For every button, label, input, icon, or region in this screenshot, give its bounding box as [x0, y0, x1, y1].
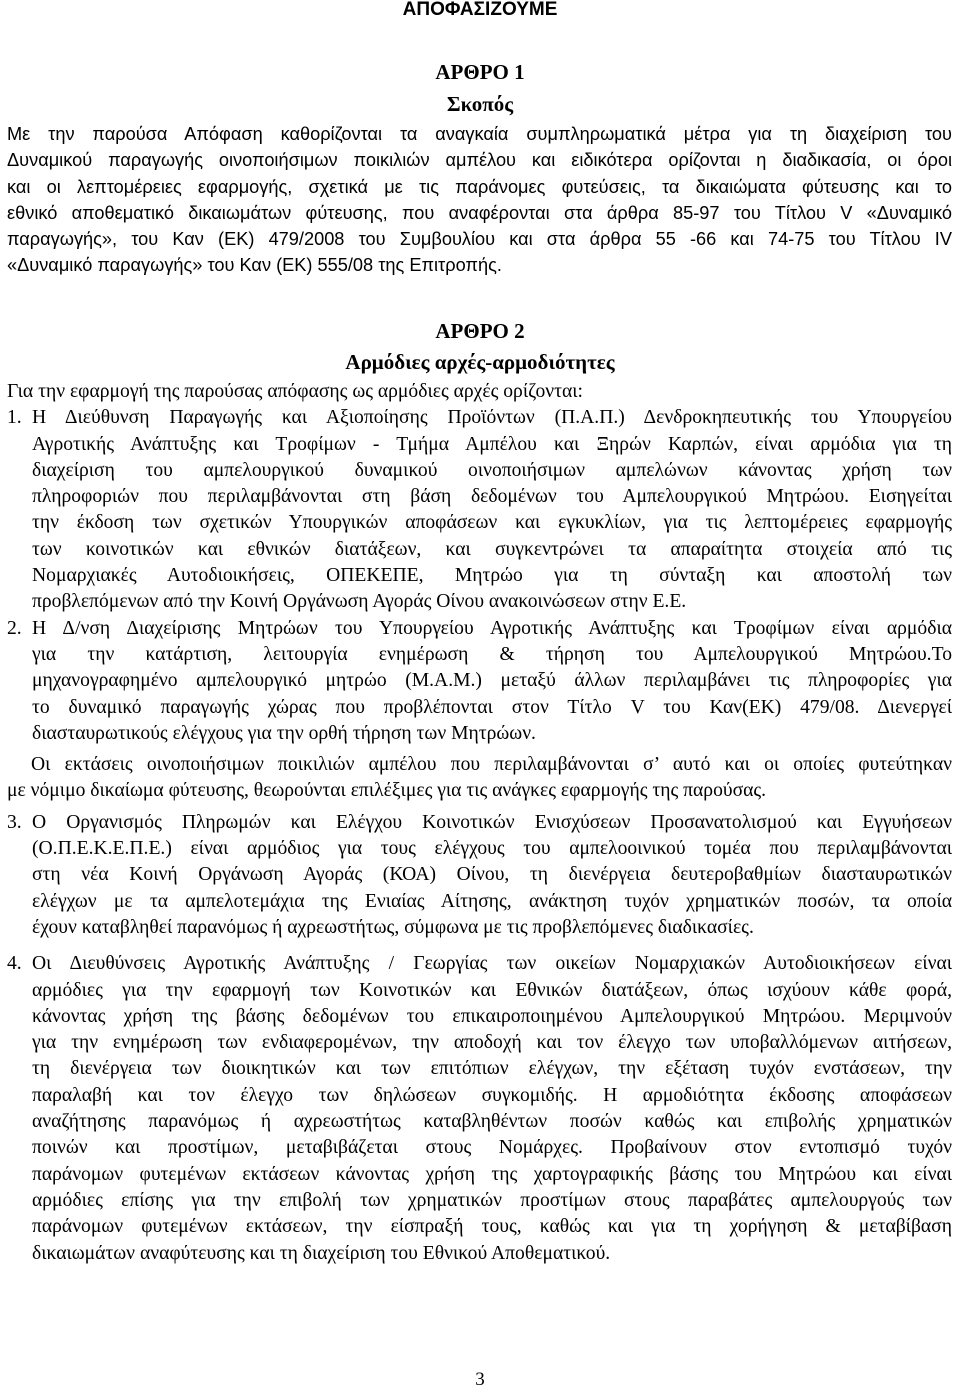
- text-line: για την ενημέρωση των ενδιαφερομένων, την αποδοχή και τον έλεγχο των υποβαλλόμενων αιτήσεων,: [32, 1032, 952, 1054]
- text-line: Ο Οργανισμός Πληρωμών και Ελέγχου Κοινοτικών Ενισχύσεων Προσανατολισμού και Εγγυήσεων: [32, 811, 952, 833]
- paragraph: [0, 752, 960, 805]
- list-item-2: [0, 616, 960, 747]
- article-2-intro: Για την εφαρμογή της παρούσας απόφασης ως αρμόδιες αρχές ορίζονται:: [7, 381, 583, 402]
- text-line: Αγροτικής Ανάπτυξης και Τροφίμων - Τμήμα Αμπέλου και Ξηρών Καρπών, είναι αρμόδια για τη: [32, 433, 952, 455]
- text-line: αναζήτησης παρανόμως ή αχρεωστήτως καταβληθέντων ποσών καθώς και επιβολής χρηματικών: [32, 1111, 952, 1133]
- text-line: διασταυρωτικούς ελέγχους για την ορθή τήρηση των Μητρώων.: [32, 722, 536, 744]
- list-item-1: [0, 405, 960, 615]
- text-line: δικαιωμάτων αναφύτευσης και τη διαχείριση του Εθνικού Αποθεματικού.: [32, 1242, 611, 1264]
- article-1-body: [0, 121, 960, 279]
- text-line: των κοινοτικών και εθνικών διατάξεων, και συγκεντρώνει τα απαραίτητα στοιχεία από τις: [32, 538, 952, 560]
- article-1-subheading: Σκοπός: [446, 92, 514, 116]
- text-line: για την κατάρτιση, λειτουργία ενημέρωση & τήρηση του Αμπελουργικού Μητρώου.Το: [32, 643, 952, 665]
- list-item-3: [0, 810, 960, 941]
- text-line: παράνομων φυτεμένων εκτάσεων, την είσπραξή τους, καθώς και για τη χορήγηση & μεταβίβαση: [32, 1216, 952, 1238]
- text-line: στη νέα Κοινή Οργάνωση Αγοράς (ΚΟΑ) Οίνου, τη διενέργεια δευτεροβαθμίων διασταυρωτικών: [32, 864, 952, 886]
- article-2-body: [0, 379, 960, 1267]
- text-line: (Ο.Π.Ε.Κ.Ε.Π.Ε.) είναι αρμόδιος για τους ελέγχους του αμπελοοινικού τομέα που περιλαμβάνονται: [32, 838, 952, 860]
- text-line: Οι εκτάσεις οινοποιήσιμων ποικιλιών αμπέλου που περιλαμβάνονται σ’ αυτό και οι οποίες φυτεύτηκαν: [31, 754, 952, 776]
- list-number: 3.: [7, 811, 22, 833]
- text-line: Η Δ/νση Διαχείρισης Μητρώων του Υπουργείου Αγροτικής Ανάπτυξης και Τροφίμων είναι αρμόδια: [32, 617, 952, 639]
- text-line: αρμόδιες επίσης για την επιβολή των χρηματικών προστίμων στους παραβάτες αμπελουργούς των: [32, 1189, 952, 1211]
- text-line: προβλεπόμενων από την Κοινή Οργάνωση Αγοράς Οίνου ανακοινώσεων στην Ε.Ε.: [32, 591, 687, 613]
- text-line: παράνομων φυτεμένων εκτάσεων κάνοντας χρήση της χαρτογραφικής βάσης του Μητρώου και είναι: [32, 1163, 952, 1185]
- text-line: ποινών και προστίμων, μεταβιβάζεται στους Νομάρχες. Προβαίνουν στον εντοπισμό τυχόν: [32, 1137, 952, 1159]
- text-line: Νομαρχιακές Αυτοδιοικήσεις, ΟΠΕΚΕΠΕ, Μητρώο για τη σύνταξη και αποστολή των: [32, 565, 952, 587]
- text-line: το δυναμικό παραγωγής χώρας που προβλέπονται στον Τίτλο V του Καν(ΕΚ) 479/08. Διενεργεί: [32, 696, 952, 718]
- article-1-heading: ΑΡΘΡΟ 1: [435, 60, 525, 84]
- text-line: εθνικό αποθεματικό δικαιωμάτων φύτευσης, που αναφέρονται στα άρθρα 85-97 του Τίτλου V «Δυναμικό: [7, 202, 952, 223]
- text-line: με νόμιμο δικαίωμα φύτευσης, θεωρούνται επιλέξιμες για τις ανάγκες εφαρμογής της παρούσας.: [7, 780, 767, 802]
- text-line: παραγωγής», του Καν (ΕΚ) 479/2008 του Συμβουλίου και στα άρθρα 55 -66 και 74-75 του Τίτλου IV: [7, 229, 952, 250]
- text-line: Οι Διευθύνσεις Αγροτικής Ανάπτυξης / Γεωργίας των οικείων Νομαρχιακών Αυτοδιοικήσεων είναι: [32, 953, 952, 975]
- list-item-4: [0, 951, 960, 1267]
- text-line: κάνοντας χρήση της βάσης δεδομένων του επικαιροποιημένου Αμπελουργικού Μητρώου. Μεριμνούν: [32, 1005, 952, 1027]
- text-line: και οι λεπτομέρειες εφαρμογής, σχετικά με τις παράνομες φυτεύσεις, τα δικαιώματα φύτευσης και το: [7, 176, 952, 197]
- text-line: έχουν καταβληθεί παρανόμως ή αχρεωστήτως, σύμφωνα με τις προβλεπόμενες διαδικασίες.: [32, 916, 754, 938]
- page-number: 3: [475, 1369, 485, 1390]
- article-2-heading: ΑΡΘΡΟ 2: [435, 319, 525, 343]
- article-2-subheading: Αρμόδιες αρχές-αρμοδιότητες: [345, 350, 615, 374]
- text-line: Η Διεύθυνση Παραγωγής και Αξιοποίησης Προϊόντων (Π.Α.Π.) Δενδροκηπευτικής του Υπουργείου: [32, 407, 952, 429]
- text-line: Με την παρούσα Απόφαση καθορίζονται τα αναγκαία συμπληρωματικά μέτρα για τη διαχείριση του: [7, 124, 952, 144]
- text-line: τη διενέργεια των διοικητικών και των επιτόπιων ελέγχων, την εξέταση τυχόν ενστάσεων, την: [32, 1058, 952, 1080]
- list-number: 2.: [7, 617, 22, 639]
- list-number: 1.: [7, 407, 22, 429]
- text-line: πληροφοριών που περιλαμβάνονται στη βάση δεδομένων του Αμπελουργικού Μητρώου. Εισηγείται: [32, 486, 952, 508]
- text-line: διαχείριση του αμπελουργικού δυναμικού οινοποιήσιμων αμπελώνων κάνοντας χρήση των: [32, 459, 952, 481]
- text-line: «Δυναμικό παραγωγής» του Καν (ΕΚ) 555/08 της Επιτροπής.: [7, 255, 502, 276]
- text-line: παραλαβή και τον έλεγχο των δηλώσεων συγκομιδής. Η αρμοδιότητα έκδοσης αποφάσεων: [32, 1084, 952, 1106]
- text-line: Δυναμικού παραγωγής οινοποιήσιμων ποικιλιών αμπέλου και ειδικότερα ορίζονται η διαδικασία, οι όροι: [7, 150, 952, 171]
- decision-title: ΑΠΟΦΑΣΙΖΟΥΜΕ: [402, 0, 558, 20]
- text-line: την έκδοση των σχετικών Υπουργικών αποφάσεων και εγκυκλίων, για τις λεπτομέρειες εφαρμογής: [32, 512, 952, 534]
- text-line: ελέγχων με τα αμπελοτεμάχια της Ενιαίας Αίτησης, ανάκτηση τυχόν χρηματικών ποσών, τα οποία: [32, 890, 952, 912]
- text-line: αρμόδιες για την εφαρμογή των Κοινοτικών και Εθνικών διατάξεων, όπως ισχύουν κάθε φορά,: [32, 979, 952, 1001]
- text-line: μηχανογραφημένο αμπελουργικό μητρώο (Μ.Α.Μ.) μεταξύ άλλων περιλαμβάνει τις πληροφορίες για: [32, 670, 952, 692]
- list-number: 4.: [7, 953, 22, 975]
